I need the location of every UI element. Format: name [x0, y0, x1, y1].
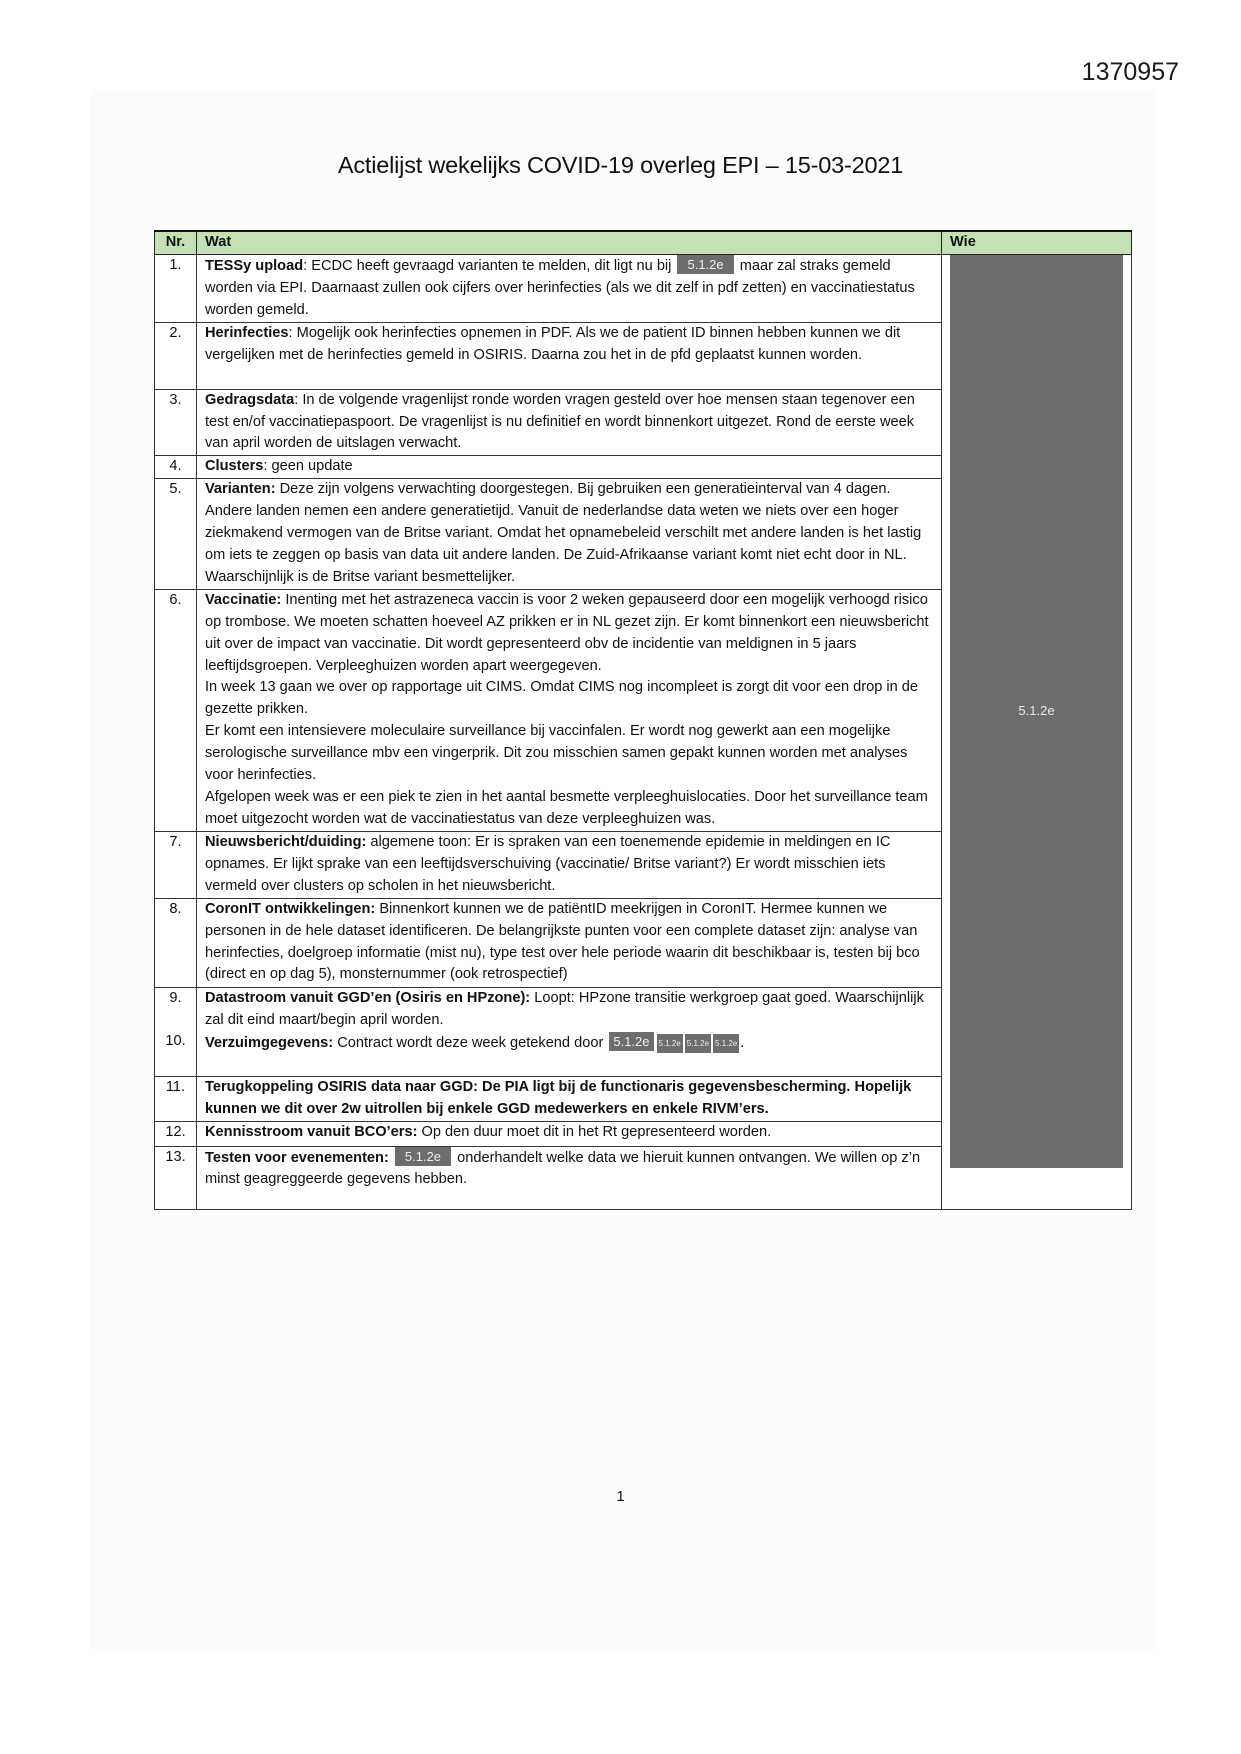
item-label: Nieuwsbericht/duiding: — [205, 833, 367, 850]
item-label: Testen voor evenementen: — [205, 1149, 389, 1166]
row-content: CoronIT ontwikkelingen: Binnenkort kunnen we de patiëntID meekrijgen in CoronIT. Hermee kunnen we personen in de hele dataset identificeren. De belangrijkste punten voor een complete dataset zijn: analyse van herinfecties, doelgroep informatie (mist nu), type test over hele periode waarin dit beschikbaar is, testen bij bco (direct en op dag 5), monsternummer (ook retrospectief) — [197, 898, 942, 987]
row-number: 2. — [155, 322, 197, 389]
redaction-box: 5.1.2e — [713, 1034, 739, 1053]
item-label: Gedragsdata — [205, 391, 295, 408]
row-content: Vaccinatie: Inenting met het astrazeneca vaccin is voor 2 weken gepauseerd door een mogelijk verhoogd risico op trombose. We moeten schatten hoeveel AZ prikken er in NL gezet zijn. Er komt binnenkort een nieuwsbericht uit over de impact van vaccinatie. Dit wordt gepresenteerd obv de incidentie van meldignen in 5 jaars leeftijdsgroepen. Verpleeghuizen worden apart weergegeven. In week 13 gaan we over op rapportage uit CIMS. Omdat CIMS nog incompleet is zorgt dit voor een drop in de gezette prikken. Er komt een intensievere moleculaire surveillance bij vaccinfalen. Er wordt nog gewerkt aan een mogelijke serologische surveillance mbv een vingerprik. Dit zou misschien samen gepakt kunnen worden met analyses voor herinfecties. Afgelopen week was er een piek te zien in het aantal besmette verpleeghuislocaties. Door het surveillance team moet uitgezocht worden wat de vaccinatiestatus van deze verpleeghuizen was. — [197, 589, 942, 831]
row-content: Gedragsdata: In de volgende vragenlijst ronde worden vragen gesteld over hoe mensen staan tegenover een test en/of vaccinatiepaspoort. De vragenlijst is nu definitief en wordt binnenkort uitgezet. Rond de eerste week van april worden de uitslagen verwacht. — [197, 389, 942, 456]
row-content: Nieuwsbericht/duiding: algemene toon: Er is spraken van een toenemende epidemie in meldingen en IC opnames. Er lijkt sprake van een leeftijdsverschuiving (vaccinatie/ Britse variant?) Er wordt misschien iets vermeld over clusters op scholen in het nieuwsbericht. — [197, 831, 942, 898]
document-id: 1370957 — [1081, 58, 1179, 86]
item-label: Herinfecties — [205, 324, 289, 341]
item-label: Kennisstroom vanuit BCO’ers: — [205, 1123, 418, 1140]
wie-redaction-box — [950, 255, 1123, 1168]
document-title: Actielijst wekelijks COVID-19 overleg EPI – 15-03-2021 — [337, 152, 904, 178]
redaction-label: 5.1.2e — [1018, 703, 1055, 719]
action-list-table — [154, 230, 1132, 1210]
row-number: 13. — [155, 1146, 197, 1209]
header-nr: Nr. — [155, 231, 197, 254]
paragraph: Er komt een intensievere moleculaire surveillance bij vaccinfalen. Er wordt nog gewerkt aan een mogelijke serologische surveillance mbv een vingerprik. Dit zou misschien samen gepakt kunnen worden met analyses voor herinfecties. — [205, 723, 908, 784]
table-row — [155, 254, 1132, 322]
item-verzuimgegevens: Verzuimgegevens: Contract wordt deze week getekend door 5.1.2e 5.1.2e 5.1.2e 5.1.2e . — [205, 1033, 745, 1051]
table-header-row — [155, 231, 1132, 254]
item-label: Clusters — [205, 458, 264, 475]
row-content: Herinfecties: Mogelijk ook herinfecties opnemen in PDF. Als we de patient ID binnen hebben kunnen we dit vergelijken met de herinfecties gemeld in OSIRIS. Daarna zou het in de pfd geplaatst kunnen worden. — [197, 322, 942, 389]
row-number: 7. — [155, 831, 197, 898]
row-content — [197, 987, 942, 1076]
row-number: 8. — [155, 898, 197, 987]
row-number: 3. — [155, 389, 197, 456]
row-content: Varianten: Deze zijn volgens verwachting doorgestegen. Bij gebruiken een generatieinterval van 4 dagen. Andere landen nemen een andere generatietijd. Vanuit de nederlandse data weten we niets over een hoger ziekmakend vermogen van de Britse variant. Omdat het opnamebeleid verschilt met andere landen is het lastig om iets te zeggen op basis van data uit andere landen. De Zuid-Afrikaanse variant komt niet echt door in NL. Waarschijnlijk is de Britse variant besmettelijker. — [197, 479, 942, 590]
row-number: 4. — [155, 456, 197, 479]
item-datastroom: Datastroom vanuit GGD’en (Osiris en HPzone): Loopt: HPzone transitie werkgroep gaat goed. Waarschijnlijk zal dit eind maart/begin april worden. — [205, 989, 924, 1028]
row-number: 11. — [155, 1076, 197, 1121]
row-number: 6. — [155, 589, 197, 831]
paragraph: Afgelopen week was er een piek te zien in het aantal besmette verpleeghuislocaties. Door het surveillance team moet uitgezocht worden wat de vaccinatiestatus van deze verpleeghuizen was. — [205, 788, 928, 827]
item-label: Vaccinatie: — [205, 591, 282, 608]
row-number: 5. — [155, 479, 197, 590]
header-wat: Wat — [197, 231, 942, 254]
redaction-box: 5.1.2e — [685, 1034, 711, 1053]
item-label: Terugkoppeling OSIRIS data naar GGD: De PIA ligt bij de functionaris gegevensbescherming. Hopelijk kunnen we dit over 2w uitrollen bij enkele GGD medewerkers en enkele RIVM’ers. — [205, 1078, 912, 1117]
redaction-box: 5.1.2e — [677, 255, 733, 274]
row-content: Testen voor evenementen: 5.1.2e onderhandelt welke data we hieruit kunnen ontvangen. We willen op z’n minst geagreggeerde gegevens hebben. — [197, 1146, 942, 1209]
redaction-box: 5.1.2e — [609, 1032, 653, 1051]
item-label: Datastroom vanuit GGD’en (Osiris en HPzone): — [205, 989, 531, 1006]
item-label: Verzuimgegevens: — [205, 1034, 334, 1051]
item-label: CoronIT ontwikkelingen: — [205, 900, 376, 917]
page-number: 1 — [616, 1488, 625, 1505]
row-number: 1. — [155, 254, 197, 322]
paragraph: In week 13 gaan we over op rapportage uit CIMS. Omdat CIMS nog incompleet is zorgt dit voor een drop in de gezette prikken. — [205, 679, 919, 718]
row-number: 12. — [155, 1121, 197, 1146]
row-content — [197, 1076, 942, 1121]
row-content: Kennisstroom vanuit BCO’ers: Op den duur moet dit in het Rt gepresenteerd worden. — [197, 1121, 942, 1146]
item-label: Varianten: — [205, 481, 276, 498]
header-wie: Wie — [942, 231, 1132, 254]
row-content: TESSy upload: ECDC heeft gevraagd varianten te melden, dit ligt nu bij 5.1.2e maar zal straks gemeld worden via EPI. Daarnaast zullen ook cijfers over herinfecties (als we dit zelf in pdf zetten) en vaccinatiestatus worden gemeld. — [197, 254, 942, 322]
redaction-box: 5.1.2e — [657, 1034, 683, 1053]
wie-cell — [942, 254, 1132, 1209]
item-label: TESSy upload — [205, 257, 304, 274]
row-content: Clusters: geen update — [197, 456, 942, 479]
row-number: 9. 10. — [155, 987, 197, 1076]
redaction-box: 5.1.2e — [395, 1147, 451, 1166]
